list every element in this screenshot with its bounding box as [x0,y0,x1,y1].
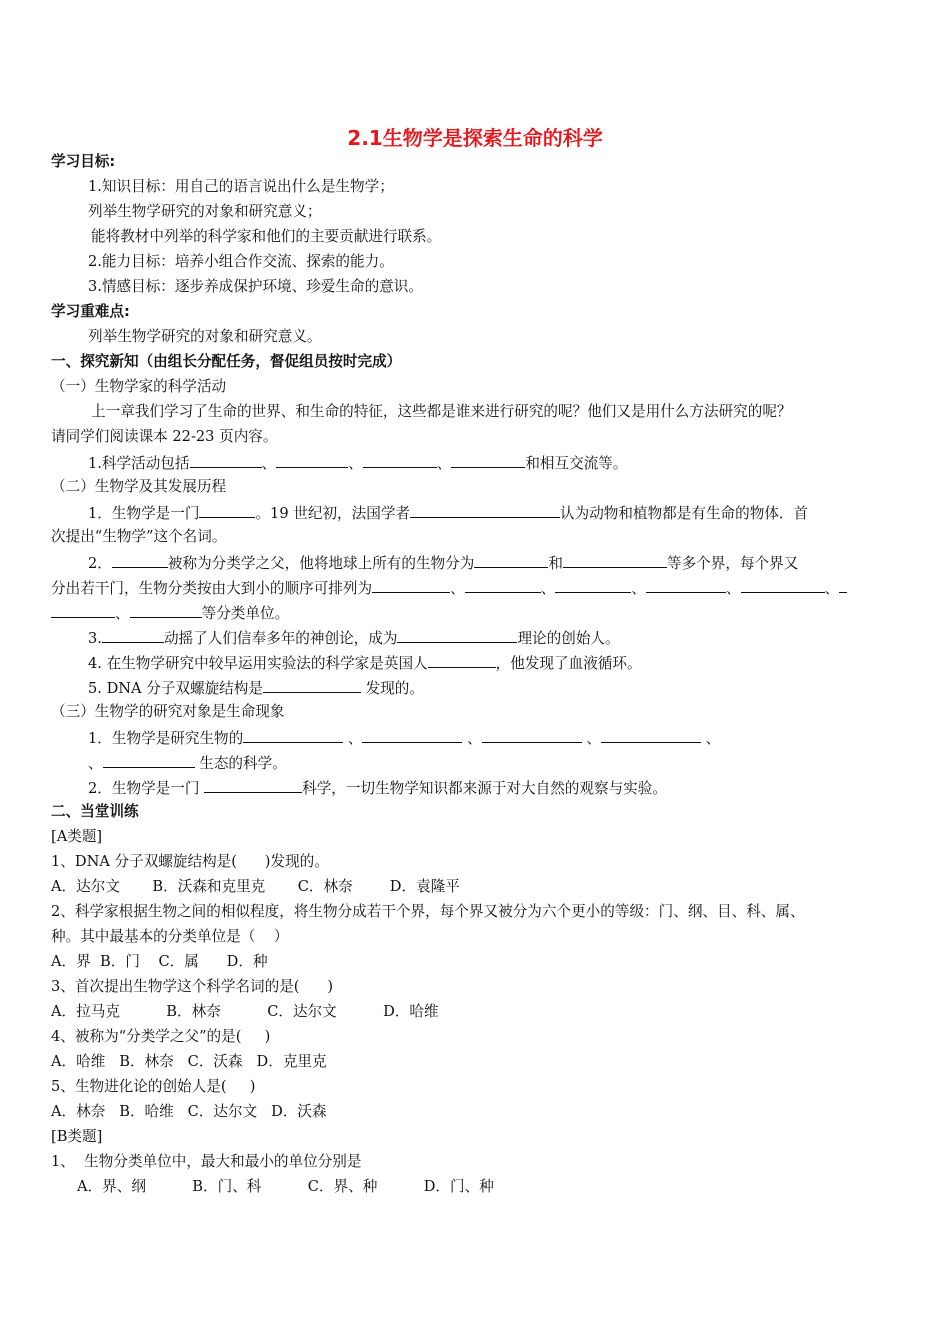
a-question-5-options: A．林奈 B．哈维 C．达尔文 D．沃森 [51,1103,327,1120]
objective-ability: 2.能力目标：培养小组合作交流、探索的能力。 [88,253,394,270]
answer-blank[interactable] [102,627,164,643]
sub2-heading: （二）生物学及其发展历程 [51,478,227,495]
a-question-5: 5、生物进化论的创始人是( ) [51,1078,256,1095]
answer-blank[interactable] [199,502,255,518]
keypoints-heading: 学习重难点: [51,303,130,320]
answer-blank[interactable] [204,777,302,793]
objectives-heading: 学习目标: [51,153,116,170]
keypoints-text: 列举生物学研究的对象和研究意义。 [88,328,322,345]
section1-heading: 一、探究新知（由组长分配任务，督促组员按时完成） [51,353,402,370]
answer-blank[interactable] [190,452,262,468]
answer-blank[interactable] [276,452,348,468]
answer-blank[interactable] [372,577,450,593]
sub3-question-1-cont: 、 生态的科学。 [88,752,950,774]
sub2-question-1-cont: 次提出“生物学”这个名词。 [51,528,227,545]
answer-blank[interactable] [482,727,582,743]
b-question-1-options: A．界、纲 B．门、科 C．界、种 D．门、种 [77,1178,494,1195]
sub2-question-2-cont2: 、 等分类单位。 [51,602,950,624]
objective-emotion: 3.情感目标：逐步养成保护环境、珍爱生命的意识。 [88,278,423,295]
answer-blank[interactable] [130,602,202,618]
page-title: 2.1生物学是探索生命的科学 [347,126,603,150]
answer-blank[interactable] [397,627,517,643]
answer-blank[interactable] [601,727,701,743]
answer-blank[interactable] [243,727,343,743]
sub2-question-2: 2． 被称为分类学之父，他将地球上所有的生物分为 和 等多个界，每个界又 [88,552,950,574]
a-question-2: 2、科学家根据生物之间的相似程度，将生物分成若干个界，每个界又被分为六个更小的等级：门、纲、目、科、属、 [51,903,805,920]
answer-blank[interactable] [555,577,631,593]
sub1-intro-2: 请同学们阅读课本 22-23 页内容。 [51,428,278,445]
answer-blank[interactable] [839,577,847,593]
a-question-3-options: A．拉马克 B．林奈 C．达尔文 D．哈维 [51,1003,439,1020]
a-question-1: 1、DNA 分子双螺旋结构是( )发现的。 [51,853,329,870]
sub2-question-5: 5. DNA 分子双螺旋结构是 发现的。 [88,677,950,699]
answer-blank[interactable] [363,452,437,468]
a-question-2-options: A．界 B．门 C．属 D．种 [51,953,268,970]
answer-blank[interactable] [112,552,168,568]
sub2-question-2-cont: 分出若干门，生物分类按由大到小的顺序可排列为 、 、 、 、 、 [51,577,950,599]
a-question-3: 3、首次提出生物学这个科学名词的是( ) [51,978,334,995]
sub1-heading: （一）生物学家的科学活动 [51,378,227,395]
objective-knowledge-3: 能将教材中列举的科学家和他们的主要贡献进行联系。 [91,228,442,245]
answer-blank[interactable] [362,727,462,743]
sub2-question-3: 3. 动摇了人们信奉多年的神创论，成为 理论的创始人。 [88,627,950,649]
b-category-label: [B类题] [51,1128,103,1145]
section2-heading: 二、当堂训练 [51,803,139,820]
answer-blank[interactable] [465,577,541,593]
a-question-1-options: A．达尔文 B．沃森和克里克 C．林奈 D．袁隆平 [51,878,460,895]
answer-blank[interactable] [428,652,496,668]
sub3-question-2: 2．生物学是一门 科学，一切生物学知识都来源于对大自然的观察与实验。 [88,777,950,799]
answer-blank[interactable] [263,677,361,693]
a-question-2-cont: 种。其中最基本的分类单位是（ ） [51,928,289,945]
sub3-question-1: 1．生物学是研究生物的 、 、 、 、 [88,727,950,749]
b-question-1: 1、 生物分类单位中，最大和最小的单位分别是 [51,1153,362,1170]
a-question-4-options: A．哈维 B．林奈 C．沃森 D．克里克 [51,1053,327,1070]
answer-blank[interactable] [51,602,115,618]
sub2-question-1: 1．生物学是一门 。19 世纪初，法国学者 认为动物和植物都是有生命的物体．首 [88,502,950,524]
sub1-question-1: 1.科学活动包括 、 、 、 和相互交流等。 [88,452,950,474]
answer-blank[interactable] [103,752,195,768]
answer-blank[interactable] [451,452,525,468]
sub3-heading: （三）生物学的研究对象是生命现象 [51,703,285,720]
a-category-label: [A类题] [51,828,103,845]
answer-blank[interactable] [474,552,548,568]
answer-blank[interactable] [563,552,667,568]
answer-blank[interactable] [410,502,560,518]
sub1-intro-1: 上一章我们学习了生命的世界、和生命的特征，这些都是谁来进行研究的呢？他们又是用什么方法研究的呢？ [91,403,792,420]
a-question-4: 4、被称为“分类学之父”的是( ) [51,1028,271,1045]
sub2-question-4: 4. 在生物学研究中较早运用实验法的科学家是英国人 ，他发现了血液循环。 [88,652,950,674]
objective-knowledge: 1.知识目标：用自己的语言说出什么是生物学； [88,178,394,195]
answer-blank[interactable] [741,577,825,593]
objective-knowledge-2: 列举生物学研究的对象和研究意义； [88,203,322,220]
answer-blank[interactable] [646,577,726,593]
